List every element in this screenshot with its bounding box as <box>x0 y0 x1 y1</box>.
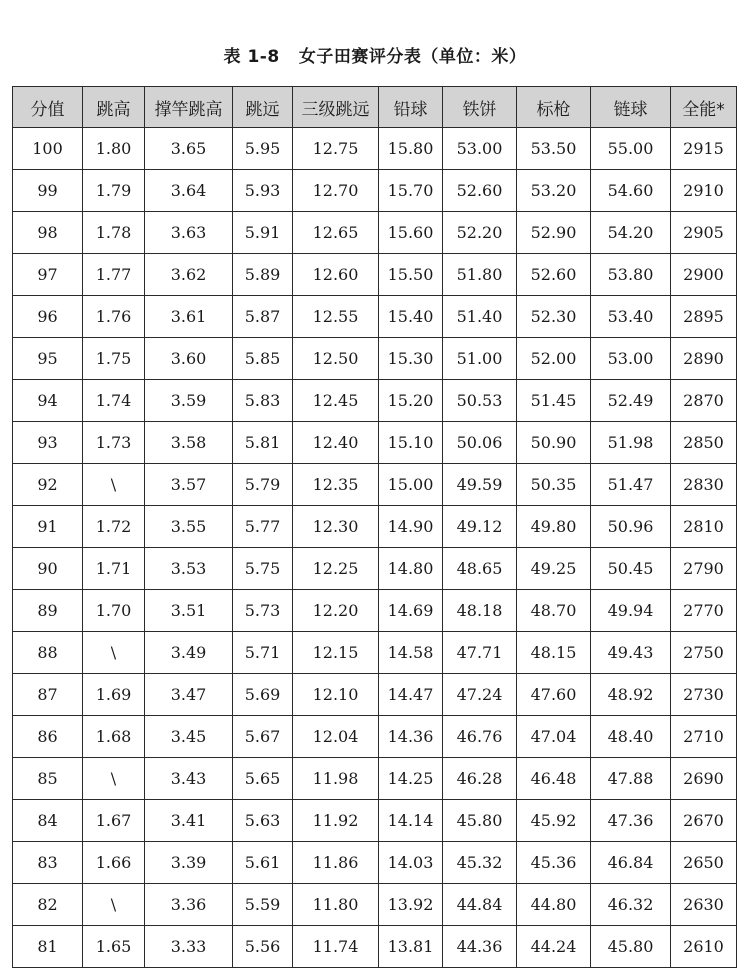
cell-pole-vault: 3.45 <box>145 716 233 758</box>
cell-shot-put: 14.80 <box>379 548 443 590</box>
cell-javelin: 53.50 <box>517 128 591 170</box>
cell-long-jump: 5.75 <box>233 548 293 590</box>
table-row <box>13 506 737 548</box>
cell-score: 90 <box>13 548 83 590</box>
cell-discus: 48.65 <box>443 548 517 590</box>
cell-long-jump: 5.95 <box>233 128 293 170</box>
header-shot-put: 铅球 <box>379 87 443 128</box>
table-row <box>13 926 737 968</box>
cell-discus: 45.32 <box>443 842 517 884</box>
cell-javelin: 49.80 <box>517 506 591 548</box>
cell-pole-vault: 3.53 <box>145 548 233 590</box>
cell-high-jump: 1.65 <box>83 926 145 968</box>
cell-score: 88 <box>13 632 83 674</box>
cell-high-jump: 1.80 <box>83 128 145 170</box>
cell-shot-put: 15.00 <box>379 464 443 506</box>
cell-score: 91 <box>13 506 83 548</box>
cell-triple-jump: 12.60 <box>293 254 379 296</box>
table-row <box>13 296 737 338</box>
cell-long-jump: 5.61 <box>233 842 293 884</box>
cell-discus: 46.76 <box>443 716 517 758</box>
cell-long-jump: 5.87 <box>233 296 293 338</box>
cell-long-jump: 5.77 <box>233 506 293 548</box>
cell-all-around: 2750 <box>671 632 737 674</box>
cell-hammer: 53.40 <box>591 296 671 338</box>
cell-high-jump: 1.67 <box>83 800 145 842</box>
cell-hammer: 49.94 <box>591 590 671 632</box>
cell-all-around: 2610 <box>671 926 737 968</box>
cell-high-jump: 1.76 <box>83 296 145 338</box>
cell-shot-put: 14.58 <box>379 632 443 674</box>
cell-score: 84 <box>13 800 83 842</box>
cell-shot-put: 15.30 <box>379 338 443 380</box>
cell-hammer: 49.43 <box>591 632 671 674</box>
cell-discus: 48.18 <box>443 590 517 632</box>
cell-high-jump: 1.73 <box>83 422 145 464</box>
cell-long-jump: 5.73 <box>233 590 293 632</box>
header-score: 分值 <box>13 87 83 128</box>
cell-triple-jump: 12.75 <box>293 128 379 170</box>
cell-score: 94 <box>13 380 83 422</box>
table-row <box>13 842 737 884</box>
cell-all-around: 2850 <box>671 422 737 464</box>
header-high-jump: 跳高 <box>83 87 145 128</box>
cell-all-around: 2890 <box>671 338 737 380</box>
cell-shot-put: 14.25 <box>379 758 443 800</box>
cell-pole-vault: 3.65 <box>145 128 233 170</box>
header-triple-jump: 三级跳远 <box>293 87 379 128</box>
cell-discus: 50.53 <box>443 380 517 422</box>
table-row <box>13 800 737 842</box>
cell-all-around: 2810 <box>671 506 737 548</box>
cell-all-around: 2730 <box>671 674 737 716</box>
table-row <box>13 464 737 506</box>
cell-all-around: 2895 <box>671 296 737 338</box>
cell-triple-jump: 11.86 <box>293 842 379 884</box>
cell-pole-vault: 3.58 <box>145 422 233 464</box>
cell-all-around: 2710 <box>671 716 737 758</box>
cell-high-jump: 1.72 <box>83 506 145 548</box>
cell-long-jump: 5.79 <box>233 464 293 506</box>
cell-hammer: 46.32 <box>591 884 671 926</box>
cell-hammer: 53.00 <box>591 338 671 380</box>
cell-high-jump: \ <box>83 632 145 674</box>
cell-pole-vault: 3.36 <box>145 884 233 926</box>
cell-high-jump: \ <box>83 464 145 506</box>
cell-high-jump: \ <box>83 758 145 800</box>
table-row <box>13 590 737 632</box>
cell-long-jump: 5.56 <box>233 926 293 968</box>
table-row <box>13 632 737 674</box>
cell-pole-vault: 3.39 <box>145 842 233 884</box>
header-all-around: 全能* <box>671 87 737 128</box>
cell-discus: 53.00 <box>443 128 517 170</box>
cell-discus: 47.24 <box>443 674 517 716</box>
cell-triple-jump: 12.35 <box>293 464 379 506</box>
cell-triple-jump: 11.74 <box>293 926 379 968</box>
cell-triple-jump: 12.50 <box>293 338 379 380</box>
cell-javelin: 52.00 <box>517 338 591 380</box>
cell-pole-vault: 3.63 <box>145 212 233 254</box>
cell-long-jump: 5.59 <box>233 884 293 926</box>
cell-high-jump: 1.70 <box>83 590 145 632</box>
cell-pole-vault: 3.64 <box>145 170 233 212</box>
cell-discus: 45.80 <box>443 800 517 842</box>
cell-pole-vault: 3.47 <box>145 674 233 716</box>
cell-long-jump: 5.89 <box>233 254 293 296</box>
cell-score: 98 <box>13 212 83 254</box>
cell-shot-put: 15.40 <box>379 296 443 338</box>
cell-shot-put: 13.92 <box>379 884 443 926</box>
cell-shot-put: 14.69 <box>379 590 443 632</box>
cell-triple-jump: 12.25 <box>293 548 379 590</box>
cell-high-jump: 1.75 <box>83 338 145 380</box>
cell-discus: 44.84 <box>443 884 517 926</box>
cell-triple-jump: 12.45 <box>293 380 379 422</box>
cell-long-jump: 5.67 <box>233 716 293 758</box>
cell-discus: 51.80 <box>443 254 517 296</box>
table-row <box>13 212 737 254</box>
cell-javelin: 45.92 <box>517 800 591 842</box>
cell-high-jump: 1.71 <box>83 548 145 590</box>
cell-score: 95 <box>13 338 83 380</box>
cell-score: 83 <box>13 842 83 884</box>
cell-score: 96 <box>13 296 83 338</box>
cell-javelin: 50.90 <box>517 422 591 464</box>
cell-score: 92 <box>13 464 83 506</box>
cell-shot-put: 15.80 <box>379 128 443 170</box>
cell-all-around: 2690 <box>671 758 737 800</box>
cell-pole-vault: 3.49 <box>145 632 233 674</box>
table-header <box>13 87 737 128</box>
cell-discus: 50.06 <box>443 422 517 464</box>
header-discus: 铁饼 <box>443 87 517 128</box>
cell-hammer: 50.45 <box>591 548 671 590</box>
cell-pole-vault: 3.62 <box>145 254 233 296</box>
cell-triple-jump: 12.40 <box>293 422 379 464</box>
cell-long-jump: 5.81 <box>233 422 293 464</box>
cell-long-jump: 5.71 <box>233 632 293 674</box>
cell-triple-jump: 12.70 <box>293 170 379 212</box>
cell-triple-jump: 12.55 <box>293 296 379 338</box>
cell-javelin: 51.45 <box>517 380 591 422</box>
cell-all-around: 2630 <box>671 884 737 926</box>
cell-hammer: 51.98 <box>591 422 671 464</box>
table-body <box>13 128 737 968</box>
cell-triple-jump: 12.04 <box>293 716 379 758</box>
cell-discus: 52.60 <box>443 170 517 212</box>
cell-high-jump: 1.79 <box>83 170 145 212</box>
cell-long-jump: 5.93 <box>233 170 293 212</box>
table-row <box>13 422 737 464</box>
table-row <box>13 674 737 716</box>
cell-javelin: 52.30 <box>517 296 591 338</box>
cell-score: 87 <box>13 674 83 716</box>
cell-all-around: 2790 <box>671 548 737 590</box>
cell-hammer: 53.80 <box>591 254 671 296</box>
header-long-jump: 跳远 <box>233 87 293 128</box>
cell-hammer: 51.47 <box>591 464 671 506</box>
cell-shot-put: 15.10 <box>379 422 443 464</box>
cell-javelin: 49.25 <box>517 548 591 590</box>
table-row <box>13 716 737 758</box>
cell-discus: 52.20 <box>443 212 517 254</box>
cell-high-jump: \ <box>83 884 145 926</box>
cell-triple-jump: 12.65 <box>293 212 379 254</box>
header-row <box>13 87 737 128</box>
cell-triple-jump: 11.80 <box>293 884 379 926</box>
cell-high-jump: 1.68 <box>83 716 145 758</box>
header-javelin: 标枪 <box>517 87 591 128</box>
cell-long-jump: 5.69 <box>233 674 293 716</box>
cell-shot-put: 14.03 <box>379 842 443 884</box>
cell-pole-vault: 3.61 <box>145 296 233 338</box>
cell-all-around: 2915 <box>671 128 737 170</box>
table-row <box>13 884 737 926</box>
cell-javelin: 44.80 <box>517 884 591 926</box>
cell-all-around: 2670 <box>671 800 737 842</box>
cell-shot-put: 14.14 <box>379 800 443 842</box>
cell-shot-put: 14.90 <box>379 506 443 548</box>
cell-hammer: 54.20 <box>591 212 671 254</box>
cell-long-jump: 5.65 <box>233 758 293 800</box>
cell-hammer: 46.84 <box>591 842 671 884</box>
cell-javelin: 47.04 <box>517 716 591 758</box>
cell-javelin: 45.36 <box>517 842 591 884</box>
cell-javelin: 44.24 <box>517 926 591 968</box>
cell-hammer: 45.80 <box>591 926 671 968</box>
cell-all-around: 2770 <box>671 590 737 632</box>
table-row <box>13 170 737 212</box>
cell-pole-vault: 3.55 <box>145 506 233 548</box>
cell-hammer: 50.96 <box>591 506 671 548</box>
cell-long-jump: 5.83 <box>233 380 293 422</box>
cell-javelin: 50.35 <box>517 464 591 506</box>
cell-shot-put: 15.70 <box>379 170 443 212</box>
cell-long-jump: 5.85 <box>233 338 293 380</box>
cell-discus: 49.59 <box>443 464 517 506</box>
cell-score: 99 <box>13 170 83 212</box>
cell-javelin: 46.48 <box>517 758 591 800</box>
cell-pole-vault: 3.33 <box>145 926 233 968</box>
cell-discus: 51.40 <box>443 296 517 338</box>
table-row <box>13 338 737 380</box>
cell-triple-jump: 11.98 <box>293 758 379 800</box>
cell-shot-put: 14.47 <box>379 674 443 716</box>
cell-score: 100 <box>13 128 83 170</box>
cell-long-jump: 5.91 <box>233 212 293 254</box>
cell-javelin: 52.60 <box>517 254 591 296</box>
cell-all-around: 2650 <box>671 842 737 884</box>
cell-hammer: 52.49 <box>591 380 671 422</box>
cell-javelin: 48.70 <box>517 590 591 632</box>
cell-score: 85 <box>13 758 83 800</box>
table-row <box>13 758 737 800</box>
cell-score: 93 <box>13 422 83 464</box>
cell-high-jump: 1.66 <box>83 842 145 884</box>
cell-discus: 51.00 <box>443 338 517 380</box>
cell-pole-vault: 3.41 <box>145 800 233 842</box>
cell-shot-put: 15.60 <box>379 212 443 254</box>
cell-javelin: 47.60 <box>517 674 591 716</box>
cell-hammer: 48.92 <box>591 674 671 716</box>
cell-triple-jump: 12.20 <box>293 590 379 632</box>
cell-score: 89 <box>13 590 83 632</box>
cell-high-jump: 1.74 <box>83 380 145 422</box>
cell-hammer: 47.36 <box>591 800 671 842</box>
cell-pole-vault: 3.57 <box>145 464 233 506</box>
cell-score: 82 <box>13 884 83 926</box>
cell-pole-vault: 3.43 <box>145 758 233 800</box>
table-row <box>13 380 737 422</box>
cell-high-jump: 1.77 <box>83 254 145 296</box>
cell-pole-vault: 3.60 <box>145 338 233 380</box>
cell-javelin: 48.15 <box>517 632 591 674</box>
cell-hammer: 55.00 <box>591 128 671 170</box>
header-hammer: 链球 <box>591 87 671 128</box>
table-row <box>13 128 737 170</box>
cell-all-around: 2910 <box>671 170 737 212</box>
cell-hammer: 48.40 <box>591 716 671 758</box>
cell-pole-vault: 3.51 <box>145 590 233 632</box>
cell-discus: 46.28 <box>443 758 517 800</box>
cell-score: 97 <box>13 254 83 296</box>
cell-triple-jump: 12.15 <box>293 632 379 674</box>
cell-triple-jump: 12.30 <box>293 506 379 548</box>
cell-hammer: 54.60 <box>591 170 671 212</box>
cell-discus: 49.12 <box>443 506 517 548</box>
scoring-table <box>12 86 737 968</box>
cell-all-around: 2900 <box>671 254 737 296</box>
cell-triple-jump: 12.10 <box>293 674 379 716</box>
cell-pole-vault: 3.59 <box>145 380 233 422</box>
cell-javelin: 52.90 <box>517 212 591 254</box>
table-row <box>13 254 737 296</box>
cell-long-jump: 5.63 <box>233 800 293 842</box>
cell-shot-put: 15.50 <box>379 254 443 296</box>
header-pole-vault: 撑竿跳高 <box>145 87 233 128</box>
cell-score: 86 <box>13 716 83 758</box>
cell-triple-jump: 11.92 <box>293 800 379 842</box>
cell-high-jump: 1.69 <box>83 674 145 716</box>
cell-all-around: 2830 <box>671 464 737 506</box>
cell-hammer: 47.88 <box>591 758 671 800</box>
cell-high-jump: 1.78 <box>83 212 145 254</box>
cell-all-around: 2870 <box>671 380 737 422</box>
cell-discus: 47.71 <box>443 632 517 674</box>
table-row <box>13 548 737 590</box>
cell-shot-put: 13.81 <box>379 926 443 968</box>
table-title: 表 1-8 女子田赛评分表（单位：米） <box>223 47 527 67</box>
cell-javelin: 53.20 <box>517 170 591 212</box>
cell-shot-put: 14.36 <box>379 716 443 758</box>
cell-score: 81 <box>13 926 83 968</box>
cell-discus: 44.36 <box>443 926 517 968</box>
cell-all-around: 2905 <box>671 212 737 254</box>
cell-shot-put: 15.20 <box>379 380 443 422</box>
